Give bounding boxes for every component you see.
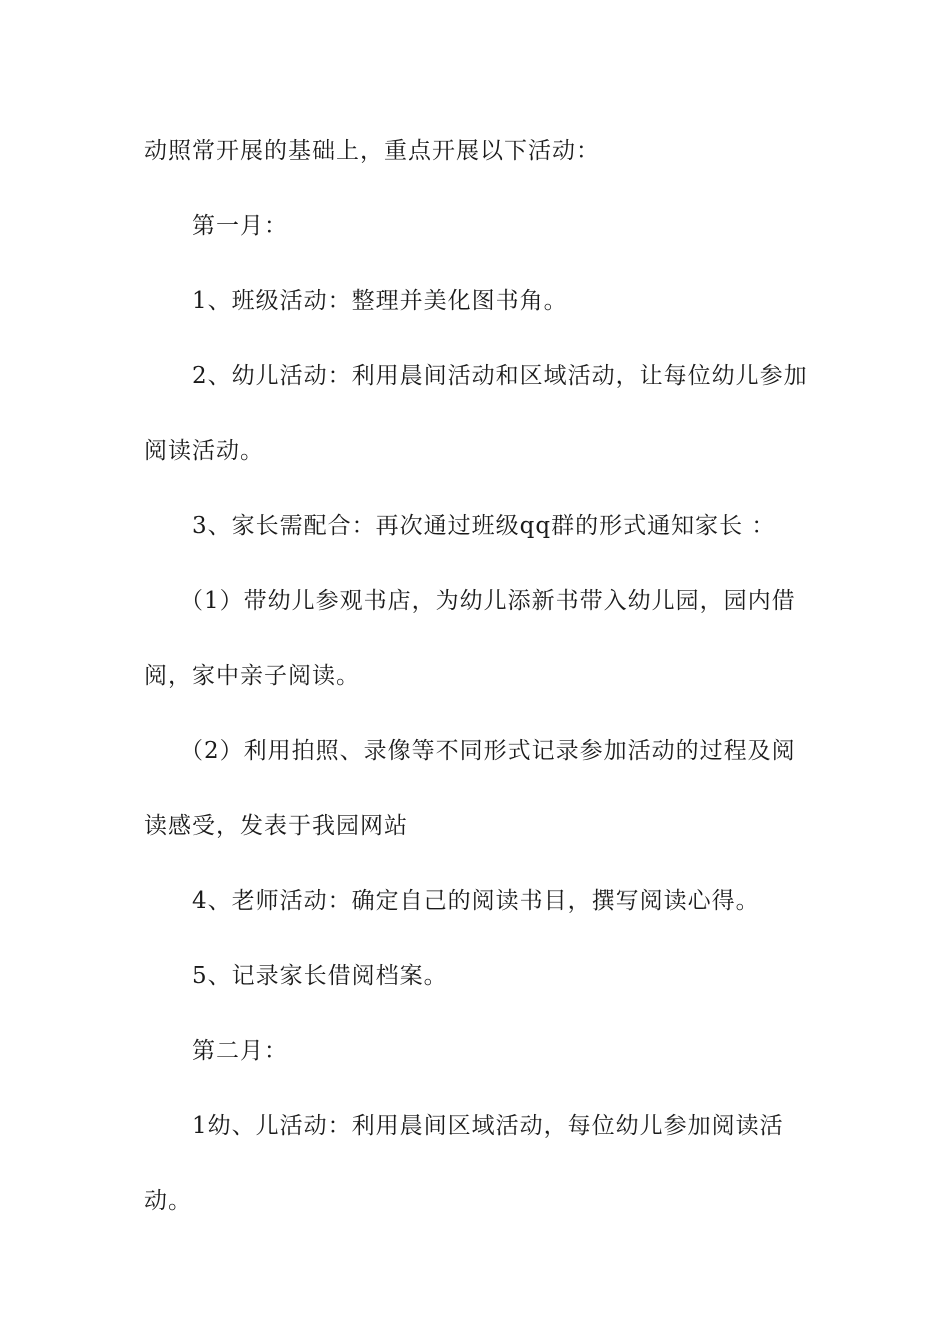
text-line: 阅读活动。 (144, 438, 264, 464)
list-item: 3、家长需配合：再次通过班级qq群的形式通知家长 ： (192, 513, 776, 539)
section-heading-month-1: 第一月： (192, 213, 288, 239)
sub-list-item: （2）利用拍照、录像等不同形式记录参加活动的过程及阅 (180, 738, 796, 764)
list-item: 1、班级活动：整理并美化图书角。 (192, 288, 568, 314)
list-item: 1幼、儿活动：利用晨间区域活动，每位幼儿参加阅读活 (192, 1113, 784, 1139)
list-item: 5、记录家长借阅档案。 (192, 963, 448, 989)
list-item: 4、老师活动：确定自己的阅读书目，撰写阅读心得。 (192, 888, 760, 914)
text-line: 阅，家中亲子阅读。 (144, 663, 360, 689)
text-line: 动。 (144, 1188, 192, 1214)
sub-list-item: （1）带幼儿参观书店，为幼儿添新书带入幼儿园，园内借 (180, 588, 796, 614)
text-line: 动照常开展的基础上，重点开展以下活动： (144, 138, 600, 164)
section-heading-month-2: 第二月： (192, 1038, 288, 1064)
text-line: 读感受，发表于我园网站 (144, 813, 408, 839)
list-item: 2、幼儿活动：利用晨间活动和区域活动，让每位幼儿参加 (192, 363, 808, 389)
